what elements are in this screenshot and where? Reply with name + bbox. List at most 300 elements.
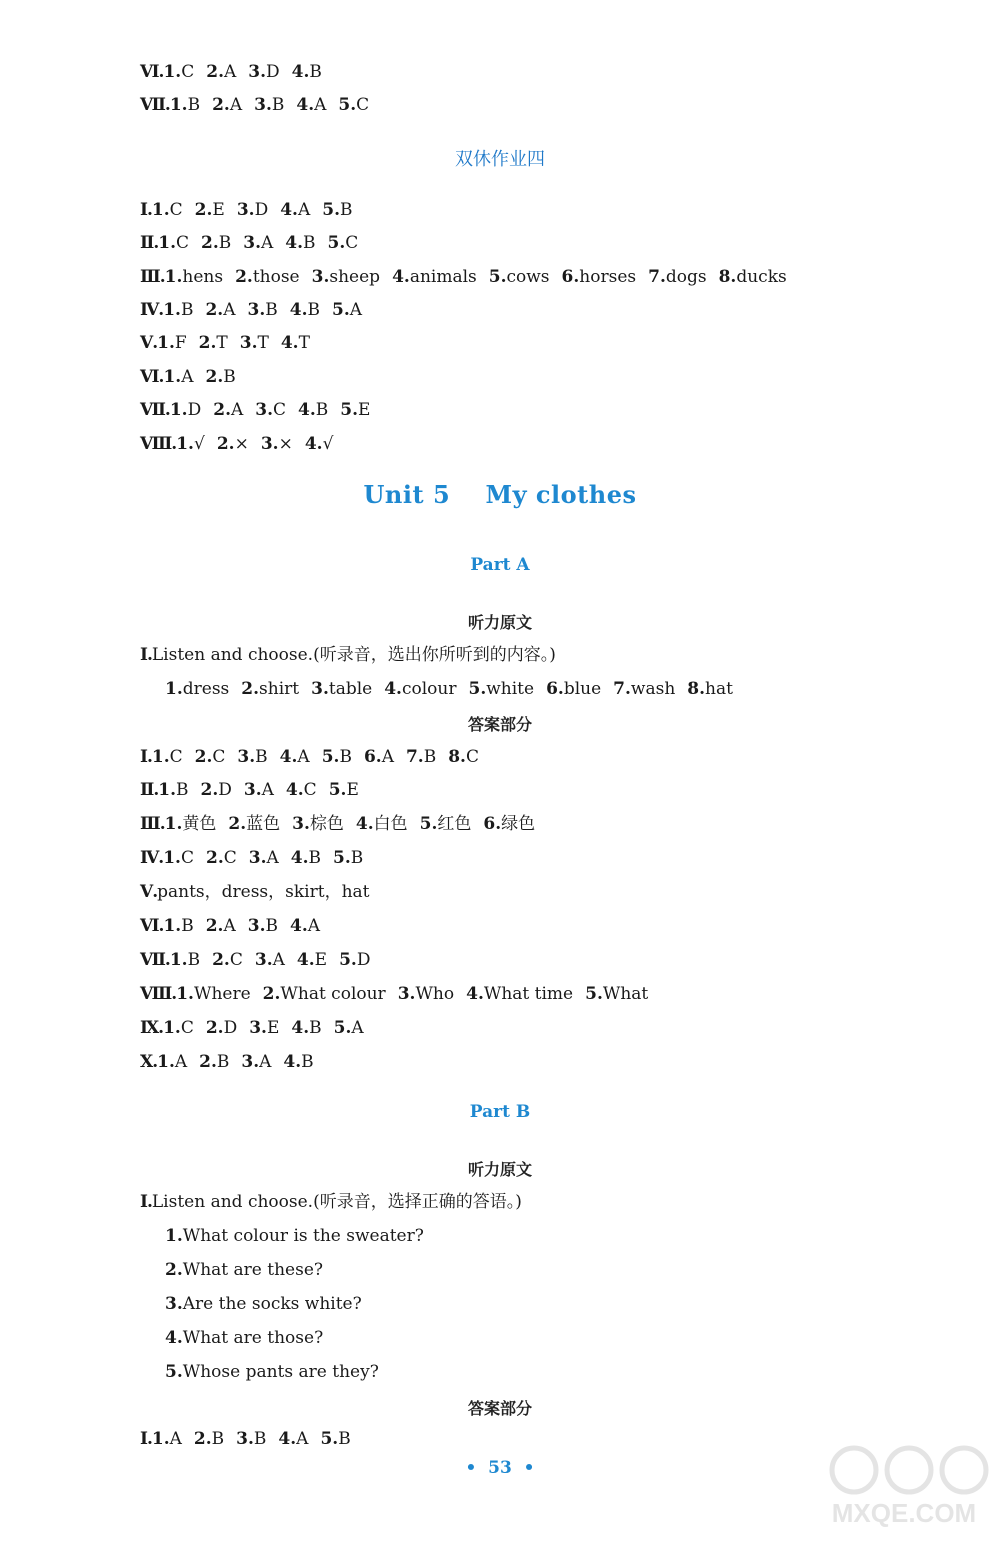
answer-row (140, 983, 648, 1005)
item-number: 8. (448, 747, 466, 767)
item-value: B (218, 233, 232, 253)
item-number: 1. (163, 62, 182, 82)
answer-item (340, 400, 370, 420)
item-number: 2. (212, 950, 230, 970)
item-value: A (230, 400, 244, 420)
item-number: 5. (339, 950, 357, 970)
item-number: 4. (280, 200, 298, 220)
answer-row (140, 61, 322, 83)
item-number: 3. (311, 267, 330, 287)
item-number: 1. (163, 367, 182, 387)
roman-label: Ⅲ. (140, 814, 165, 834)
answer-item (235, 267, 300, 287)
item-number: 2. (205, 916, 224, 936)
item-number: 3. (311, 679, 329, 699)
item-number: 3. (236, 1429, 254, 1449)
answer-item (356, 814, 408, 834)
item-value: F (174, 333, 187, 353)
roman-label: Ⅵ. (140, 916, 164, 936)
item-number: 4. (296, 950, 315, 970)
answer-item (562, 267, 637, 287)
answer-item (298, 400, 328, 420)
item-number: 3. (236, 200, 255, 220)
item-number: 5. (333, 1018, 352, 1038)
answer-item (241, 679, 299, 699)
item-number: 6. (546, 679, 564, 699)
item-value: A (174, 1052, 188, 1072)
roman-label: Ⅶ. (140, 95, 170, 115)
item-value: A (296, 1429, 309, 1449)
answer-item (249, 1018, 279, 1038)
answer-item (170, 95, 200, 115)
answer-item (165, 679, 229, 699)
answer-item (483, 814, 535, 834)
item-value: 棕色 (309, 814, 344, 834)
item-number: 2. (216, 434, 235, 454)
answer-item (546, 679, 601, 699)
answer-item (157, 1052, 187, 1072)
item-number: 5. (585, 984, 603, 1004)
answer-item (176, 984, 250, 1004)
answer-item (152, 1429, 182, 1449)
item-value: B (223, 367, 236, 387)
item-value: A (307, 916, 321, 936)
item-value: A (261, 233, 274, 253)
item-value: D (223, 1018, 238, 1038)
roman-label: Ⅴ. (140, 882, 158, 902)
item-value: B (303, 233, 316, 253)
answer-item (163, 916, 193, 936)
answer-row (140, 1051, 314, 1073)
answer-row (140, 779, 359, 801)
answer-item (255, 950, 285, 970)
part-a-title: Part A (470, 555, 530, 575)
answer-item (291, 1018, 321, 1038)
answer-item (339, 950, 370, 970)
item-number: 4. (392, 267, 410, 287)
roman-label: Ⅷ. (140, 434, 177, 454)
item-number: 7. (405, 747, 424, 767)
answer-item (205, 300, 235, 320)
answer-row (140, 881, 370, 903)
answer-item (206, 1018, 237, 1038)
item-number: 4. (466, 984, 484, 1004)
item-number: 4. (290, 916, 308, 936)
item-number: 2. (241, 679, 260, 699)
part-a-instruction (140, 644, 556, 666)
item-value: table (328, 679, 373, 699)
roman-label: Ⅳ. (140, 300, 164, 320)
item-number: 4. (290, 848, 309, 868)
part-b-title: Part B (469, 1102, 531, 1122)
question-line: 4.What are those? (165, 1328, 324, 1348)
item-number: 1. (176, 434, 194, 454)
answer-item (248, 916, 278, 936)
answer-item (333, 848, 363, 868)
item-value: C (212, 747, 226, 767)
question-line: 5.Whose pants are they? (165, 1362, 379, 1382)
answer-item (163, 1018, 194, 1038)
roman-label: Ⅵ. (140, 62, 164, 82)
item-number: 2. (228, 814, 247, 834)
answer-item (648, 267, 706, 287)
answer-row (140, 299, 362, 321)
item-value: dress (182, 679, 230, 699)
item-number: 4. (283, 1052, 302, 1072)
item-number: 2. (193, 1429, 212, 1449)
item-number: 2. (199, 1052, 217, 1072)
item-number: 4. (304, 434, 323, 454)
answer-row (140, 332, 310, 354)
item-value: 蓝色 (246, 814, 281, 834)
answer-item (263, 984, 386, 1004)
answer-item (290, 916, 320, 936)
item-value: T (216, 333, 228, 353)
item-value: C (176, 233, 190, 253)
item-value: shirt (259, 679, 300, 699)
item-value: C (223, 848, 237, 868)
answer-item (206, 848, 237, 868)
item-value: B (271, 95, 285, 115)
answer-row (140, 813, 535, 835)
roman-label: Ⅱ. (140, 780, 159, 800)
item-number: 5. (419, 814, 438, 834)
listening-items-row (165, 678, 733, 700)
item-value: B (301, 1052, 314, 1072)
answer-item (280, 747, 310, 767)
item-value: E (314, 950, 328, 970)
roman-label: Ⅴ. (140, 333, 158, 353)
item-number: 1. (151, 1429, 170, 1449)
answer-item (206, 367, 236, 387)
item-value: D (266, 62, 280, 82)
item-value: B (265, 916, 278, 936)
item-number: 1. (176, 984, 194, 1004)
item-value: 绿色 (501, 814, 536, 834)
item-number: 2. (205, 367, 224, 387)
answer-item (170, 400, 201, 420)
item-value: C (465, 747, 479, 767)
answer-item (398, 984, 454, 1004)
item-number: 1. (158, 233, 176, 253)
item-number: 2. (205, 848, 224, 868)
item-value: B (255, 747, 268, 767)
item-value: dogs (665, 267, 707, 287)
item-number: 5. (327, 233, 346, 253)
unit-title: Unit 5 My clothes (363, 480, 637, 509)
item-number: 6. (363, 747, 382, 767)
item-value: D (254, 200, 269, 220)
item-value: B (338, 1429, 351, 1449)
item-number: 5. (340, 400, 359, 420)
item-number: 4. (289, 300, 308, 320)
answer-item (283, 1052, 313, 1072)
answer-item (241, 1052, 271, 1072)
item-value: B (309, 62, 322, 82)
answer-item (254, 95, 284, 115)
answer-item (157, 882, 369, 902)
roman-label: Ⅶ. (140, 950, 170, 970)
item-number: 2. (201, 233, 219, 253)
answer-item (152, 200, 183, 220)
answer-item (165, 814, 217, 834)
roman-label: Ⅱ. (140, 233, 159, 253)
item-number: 2. (194, 747, 213, 767)
item-value: B (309, 1018, 322, 1038)
part-a-answer-title: 答案部分 (467, 715, 532, 734)
item-number: 1. (164, 814, 183, 834)
answer-item (613, 679, 675, 699)
answer-item (236, 1429, 266, 1449)
item-value: C (169, 200, 183, 220)
roman-label: Ⅶ. (140, 400, 170, 420)
roman-label: Ⅰ. (140, 1192, 152, 1212)
answer-row (140, 949, 370, 971)
answer-item (280, 200, 310, 220)
item-value: A (266, 848, 279, 868)
item-number: 7. (648, 267, 666, 287)
item-value: C (356, 95, 370, 115)
answer-item (364, 747, 394, 767)
part-b-listening-title: 听力原文 (467, 1160, 532, 1179)
item-value: A (297, 747, 310, 767)
item-number: 1. (169, 95, 188, 115)
watermark-logo (814, 1440, 994, 1530)
answer-item (237, 747, 267, 767)
item-value: B (216, 1052, 230, 1072)
item-number: 4. (279, 747, 298, 767)
item-value: B (350, 848, 364, 868)
item-number: 1. (151, 747, 170, 767)
answer-row (140, 1428, 351, 1450)
item-value: C (181, 62, 195, 82)
answer-row (140, 94, 369, 116)
item-number: 1. (165, 679, 183, 699)
answer-item (237, 200, 268, 220)
answer-item (217, 434, 249, 454)
answer-item (328, 233, 359, 253)
answer-item (334, 1018, 364, 1038)
answer-item (448, 747, 479, 767)
item-value: A (259, 1052, 272, 1072)
item-value: × (278, 434, 293, 454)
item-number: 2. (213, 400, 231, 420)
item-value: A (351, 1018, 364, 1038)
item-value: E (212, 200, 225, 220)
item-number: 5. (338, 95, 357, 115)
roman-label: Ⅸ. (140, 1018, 164, 1038)
answer-row (140, 399, 370, 421)
item-number: 3. (243, 233, 262, 253)
item-number: 7. (613, 679, 631, 699)
item-number: 5. (320, 1429, 339, 1449)
item-value: A (261, 780, 274, 800)
item-value: 黄色 (182, 814, 217, 834)
answer-item (158, 233, 189, 253)
item-number: 1. (163, 848, 181, 868)
item-value: A (349, 300, 363, 320)
answer-item (420, 814, 472, 834)
answer-item (285, 233, 315, 253)
page-number: • 53 • (465, 1458, 535, 1478)
answer-item (687, 679, 733, 699)
item-number: 1. (169, 400, 188, 420)
item-number: 4. (296, 95, 315, 115)
item-value: B (187, 950, 201, 970)
roman-label: Ⅰ. (140, 645, 152, 665)
item-number: 3. (243, 780, 262, 800)
answer-row (140, 266, 787, 288)
answer-item (212, 950, 243, 970)
item-number: 3. (397, 984, 416, 1004)
item-value: B (265, 300, 278, 320)
item-number: 3. (239, 333, 258, 353)
question-line: 1.What colour is the sweater? (165, 1226, 424, 1246)
item-number: 4. (278, 1429, 297, 1449)
item-number: 3. (248, 62, 267, 82)
answer-item (163, 848, 194, 868)
answer-item (194, 1429, 224, 1449)
answer-item (170, 950, 200, 970)
answer-item (163, 367, 193, 387)
item-value: those (252, 267, 300, 287)
roman-label: Ⅳ. (140, 848, 164, 868)
question-line: 2.What are these? (165, 1260, 324, 1280)
item-value: D (218, 780, 232, 800)
item-value: B (339, 200, 353, 220)
answer-item (212, 95, 242, 115)
answer-item (206, 916, 236, 936)
item-number: 1. (158, 780, 176, 800)
answer-item (406, 747, 436, 767)
item-value: C (180, 1018, 194, 1038)
answer-item (322, 747, 352, 767)
item-value: B (176, 780, 189, 800)
item-number: 6. (561, 267, 580, 287)
item-value: C (229, 950, 243, 970)
item-number: 8. (687, 679, 706, 699)
answer-item (296, 95, 326, 115)
item-number: 4. (384, 679, 402, 699)
item-number: 2. (262, 984, 281, 1004)
item-value: What time (483, 984, 574, 1004)
item-number: 2. (200, 780, 219, 800)
item-number: 3. (247, 916, 266, 936)
answer-item (292, 814, 344, 834)
item-number: 2. (206, 62, 224, 82)
roman-label: Ⅹ. (140, 1052, 158, 1072)
item-value: T (257, 333, 269, 353)
item-value: C (180, 848, 194, 868)
item-number: 5. (322, 200, 340, 220)
item-number: 5. (321, 747, 340, 767)
item-number: 3. (254, 950, 273, 970)
answer-item (248, 300, 278, 320)
item-value: A (169, 1429, 182, 1449)
item-number: 5. (328, 780, 347, 800)
item-number: 2. (198, 333, 217, 353)
answer-item (228, 814, 280, 834)
answer-item (468, 679, 534, 699)
item-value: C (303, 780, 317, 800)
item-value: √ (193, 434, 205, 454)
item-number: 2. (212, 95, 230, 115)
item-number: 2. (235, 267, 253, 287)
item-number: 3. (249, 1018, 267, 1038)
answer-item (176, 434, 205, 454)
item-number: 1. (163, 300, 181, 320)
item-number: 3. (292, 814, 310, 834)
item-value: E (346, 780, 359, 800)
answer-item (163, 62, 194, 82)
roman-label: Ⅰ. (140, 200, 152, 220)
watermark-text: MXQE.COM (831, 1498, 977, 1528)
item-value: B (339, 747, 352, 767)
answer-item (286, 780, 317, 800)
answer-item (165, 267, 223, 287)
answer-row (140, 232, 358, 254)
item-number: 1. (163, 916, 182, 936)
instruction-text: Listen and choose.(听录音，选出你所听到的内容。) (151, 645, 556, 665)
item-value: C (273, 400, 287, 420)
item-value: hat (705, 679, 733, 699)
answer-row (140, 746, 479, 768)
answer-item (243, 233, 273, 253)
answer-item (201, 233, 231, 253)
answer-item (157, 333, 187, 353)
item-value: wash (630, 679, 676, 699)
item-value: B (308, 848, 322, 868)
item-value: B (180, 300, 194, 320)
roman-label: Ⅲ. (140, 267, 165, 287)
item-value: B (181, 916, 194, 936)
item-number: 3. (237, 747, 256, 767)
answer-item (384, 679, 456, 699)
item-value: colour (401, 679, 457, 699)
answer-item (249, 848, 279, 868)
item-number: 4. (291, 62, 310, 82)
roman-label: Ⅷ. (140, 984, 177, 1004)
item-value: Where (193, 984, 251, 1004)
item-number: 4. (285, 233, 304, 253)
answer-item (195, 200, 225, 220)
item-value: sheep (329, 267, 381, 287)
item-number: 1. (157, 1052, 175, 1072)
answer-item (392, 267, 477, 287)
answer-item (163, 300, 193, 320)
answer-item (338, 95, 369, 115)
answer-item (585, 984, 648, 1004)
item-value: A (297, 200, 311, 220)
item-number: 2. (205, 1018, 224, 1038)
answer-item (255, 400, 286, 420)
item-value: E (266, 1018, 280, 1038)
item-value: √ (322, 434, 334, 454)
answer-item (281, 333, 310, 353)
item-value: cows (506, 267, 550, 287)
answer-item (305, 434, 334, 454)
item-number: 3. (255, 400, 274, 420)
item-value: 白色 (373, 814, 408, 834)
item-number: 3. (241, 1052, 260, 1072)
answer-item (312, 267, 380, 287)
item-value: E (358, 400, 371, 420)
item-value: 红色 (437, 814, 472, 834)
item-value: B (307, 300, 320, 320)
item-number: 3. (260, 434, 279, 454)
section-title: 双休作业四 (455, 149, 545, 170)
item-value: A (381, 747, 394, 767)
